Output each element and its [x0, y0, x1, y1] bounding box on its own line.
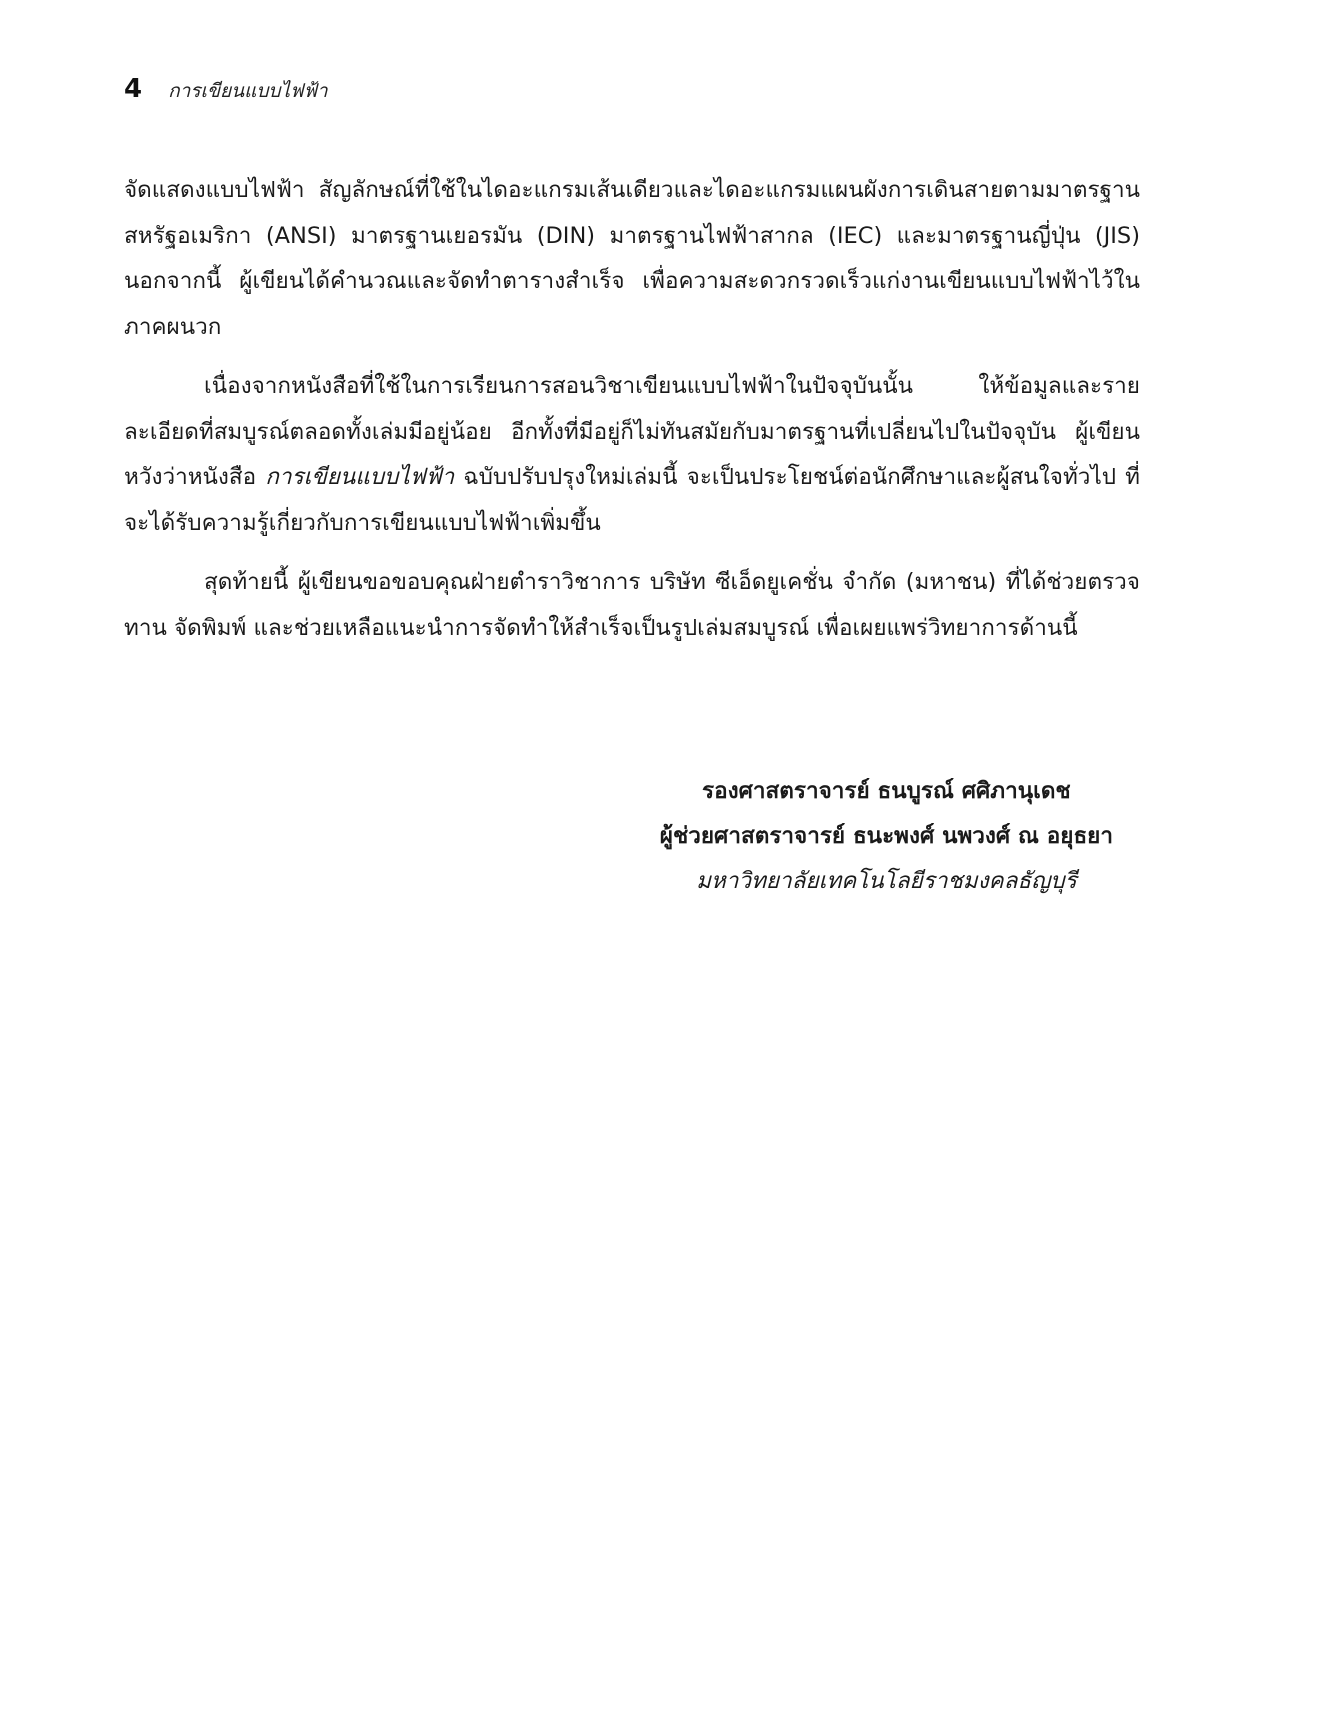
- body-text: [124, 168, 1140, 665]
- page-number: 4: [124, 74, 143, 104]
- signature-block: [660, 769, 1113, 904]
- author-2: ผู้ช่วยศาสตราจารย์ ธนะพงศ์ นพวงศ์ ณ อยุธยา: [659, 823, 1113, 849]
- author-1: รองศาสตราจารย์ ธนบูรณ์ ศศิภานุเดช: [702, 778, 1071, 804]
- affiliation: มหาวิทยาลัยเทคโนโลยีราชมงคลธัญบุรี: [696, 868, 1077, 894]
- paragraph-2-part-2: ฉบับปรับปรุงใหม่เล่มนี้ จะเป็นประโยชน์ต่อนักศึกษาและผู้สนใจทั่วไป ที่จะได้รับความรู้เกี่ยวกับการเขียนแบบไฟฟ้าเพิ่มขึ้น: [124, 464, 1140, 536]
- book-title: การเขียนแบบไฟฟ้า: [265, 464, 455, 490]
- paragraph-3: สุดท้ายนี้ ผู้เขียนขอขอบคุณฝ่ายตำราวิชาการ บริษัท ซีเอ็ดยูเคชั่น จำกัด (มหาชน) ที่ได้ช่วยตรวจทาน จัดพิมพ์ และช่วยเหลือแนะนำการจัดทำให้สำเร็จเป็นรูปเล่มสมบูรณ์ เพื่อเผยแพร่วิทยาการด้านนี้: [124, 569, 1140, 641]
- running-header: [124, 74, 328, 106]
- header-title: การเขียนแบบไฟฟ้า: [168, 80, 328, 102]
- paragraph-1: จัดแสดงแบบไฟฟ้า สัญลักษณ์ที่ใช้ในไดอะแกรมเส้นเดียวและไดอะแกรมแผนผังการเดินสายตามมาตรฐานสหรัฐอเมริกา (ANSI) มาตรฐานเยอรมัน (DIN) มาตรฐานไฟฟ้าสากล (IEC) และมาตรฐานญี่ปุ่น (JIS) นอกจากนี้ ผู้เขียนได้คำนวณและจัดทำตารางสำเร็จ เพื่อความสะดวกรวดเร็วแก่งานเขียนแบบไฟฟ้าไว้ในภาคผนวก: [124, 177, 1140, 340]
- paragraph-2: [124, 364, 1140, 546]
- paragraph-2-part-1: เนื่องจากหนังสือที่ใช้ในการเรียนการสอนวิชาเขียนแบบไฟฟ้าในปัจจุบันนั้น ให้ข้อมูลและรายละเอียดที่สมบูรณ์ตลอดทั้งเล่มมีอยู่น้อย อีกทั้งที่มีอยู่ก็ไม่ทันสมัยกับมาตรฐานที่เปลี่ยนไปในปัจจุบัน ผู้เขียนหวังว่าหนังสือ: [124, 373, 1140, 490]
